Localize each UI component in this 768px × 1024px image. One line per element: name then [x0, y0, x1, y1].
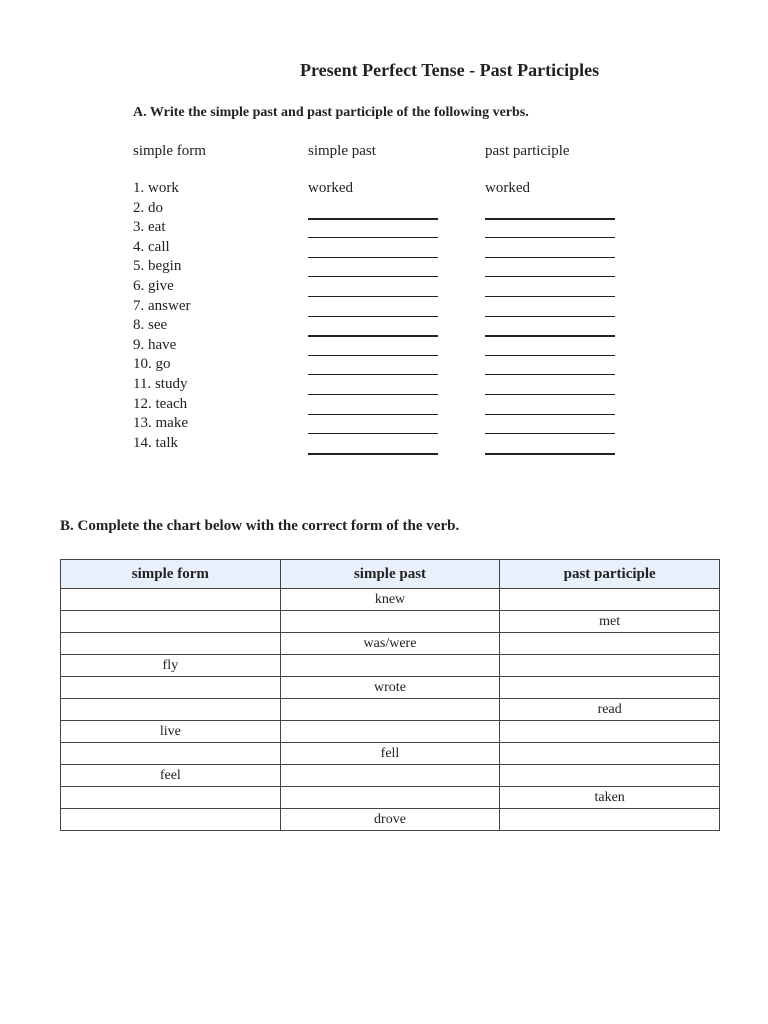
chart-cell-simple-past: knew: [280, 589, 500, 611]
verb-row: [133, 337, 633, 357]
verb-row: [133, 219, 633, 239]
section-b-heading: B. Complete the chart below with the correct form of the verb.: [60, 518, 460, 534]
verb-simple-form: 10. go: [133, 356, 171, 373]
verb-row: [133, 298, 633, 318]
table-row: [61, 655, 720, 677]
chart-cell-simple-form[interactable]: [61, 699, 281, 721]
verb-row: [133, 435, 633, 455]
verb-simple-form: 8. see: [133, 317, 168, 334]
verb-simple-form: 11. study: [133, 376, 188, 392]
verb-row: [133, 317, 633, 337]
chart-cell-simple-past[interactable]: [280, 721, 500, 743]
verb-simple-past: worked: [308, 180, 353, 196]
verb-simple-form: 6. give: [133, 278, 174, 294]
verb-simple-form: 14. talk: [133, 434, 178, 451]
table-row: [61, 633, 720, 655]
chart-cell-simple-form[interactable]: [61, 633, 281, 655]
chart-cell-simple-form[interactable]: [61, 677, 281, 699]
table-row: [61, 743, 720, 765]
verb-simple-form: 2. do: [133, 199, 163, 216]
chart-cell-simple-past[interactable]: [280, 787, 500, 809]
verb-row: [133, 180, 633, 200]
column-header-past-participle: past participle: [485, 143, 570, 159]
chart-cell-past-participle[interactable]: [500, 765, 720, 787]
verb-simple-form: 12. teach: [133, 395, 188, 412]
chart-cell-simple-past: wrote: [280, 677, 500, 699]
chart-cell-past-participle[interactable]: [500, 633, 720, 655]
verb-simple-form: 1. work: [133, 180, 179, 196]
chart-cell-past-participle[interactable]: [500, 809, 720, 831]
table-row: [61, 699, 720, 721]
verb-row: [133, 396, 633, 416]
chart-cell-past-participle[interactable]: [500, 677, 720, 699]
chart-cell-simple-past: was/were: [280, 633, 500, 655]
table-row: [61, 787, 720, 809]
verb-row: [133, 278, 633, 298]
chart-cell-simple-form[interactable]: [61, 809, 281, 831]
verb-past-participle: worked: [485, 180, 530, 196]
verb-row: [133, 356, 633, 376]
chart-cell-simple-form: live: [61, 721, 281, 743]
chart-cell-simple-form[interactable]: [61, 787, 281, 809]
chart-cell-simple-past: fell: [280, 743, 500, 765]
verb-row: [133, 258, 633, 278]
chart-header-row: [61, 560, 720, 589]
chart-cell-simple-past: drove: [280, 809, 500, 831]
chart-cell-past-participle[interactable]: [500, 743, 720, 765]
chart-cell-simple-form[interactable]: [61, 589, 281, 611]
column-header-simple-form: simple form: [133, 143, 206, 159]
table-row: [61, 589, 720, 611]
verb-simple-form: 7. answer: [133, 297, 191, 314]
verb-simple-form: 9. have: [133, 336, 177, 353]
chart-cell-simple-form[interactable]: [61, 611, 281, 633]
chart-cell-past-participle: read: [500, 699, 720, 721]
verb-simple-form: 4. call: [133, 238, 170, 255]
chart-cell-simple-form: fly: [61, 655, 281, 677]
chart-cell-past-participle[interactable]: [500, 721, 720, 743]
chart-header-simple-past: simple past: [280, 560, 500, 589]
chart-header-past-participle: past participle: [500, 560, 720, 589]
section-a-heading: A. Write the simple past and past participle of the following verbs.: [133, 105, 529, 120]
verb-simple-past-blank[interactable]: [308, 453, 438, 455]
verb-past-participle-blank[interactable]: [485, 453, 615, 455]
chart-cell-simple-past[interactable]: [280, 765, 500, 787]
chart-cell-simple-form: feel: [61, 765, 281, 787]
verb-simple-form: 13. make: [133, 415, 188, 432]
column-header-simple-past: simple past: [308, 143, 376, 159]
table-row: [61, 765, 720, 787]
chart-cell-simple-past[interactable]: [280, 611, 500, 633]
chart-cell-simple-past[interactable]: [280, 699, 500, 721]
table-row: [61, 677, 720, 699]
table-row: [61, 721, 720, 743]
table-row: [61, 611, 720, 633]
verb-row: [133, 376, 633, 396]
chart-cell-past-participle: met: [500, 611, 720, 633]
chart-cell-past-participle: taken: [500, 787, 720, 809]
table-row: [61, 809, 720, 831]
chart-cell-simple-past[interactable]: [280, 655, 500, 677]
verb-row: [133, 239, 633, 259]
page-title: Present Perfect Tense - Past Participles: [300, 60, 600, 80]
verb-row: [133, 415, 633, 435]
verb-row: [133, 200, 633, 220]
verb-chart: [60, 559, 720, 831]
chart-cell-past-participle[interactable]: [500, 655, 720, 677]
chart-cell-simple-form[interactable]: [61, 743, 281, 765]
verb-simple-form: 5. begin: [133, 258, 182, 275]
chart-cell-past-participle[interactable]: [500, 589, 720, 611]
chart-header-simple-form: simple form: [61, 560, 281, 589]
verb-simple-form: 3. eat: [133, 219, 166, 236]
